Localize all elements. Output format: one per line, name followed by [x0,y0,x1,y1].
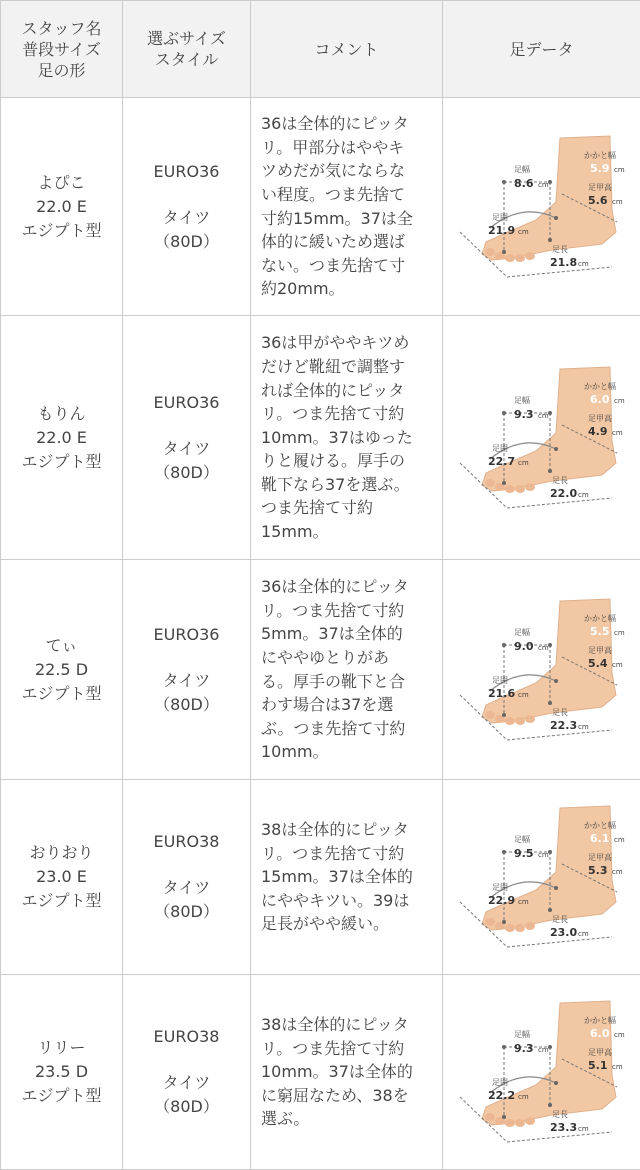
instep-height-unit: cm [611,868,623,876]
size-cell [123,316,251,560]
heel-width-unit: cm [613,1031,625,1039]
foot-length-unit: cm [577,930,589,938]
girth-label: 足囲 [491,883,508,892]
comment-line: つま先捨て寸約 [261,498,374,518]
girth-label: 足囲 [491,1078,508,1087]
comment-cell [251,98,443,316]
foot-length-value: 23.0 [549,926,577,939]
staff-foot-shape: エジプト型 [21,683,102,703]
staff-foot-shape: エジプト型 [21,891,102,910]
size-cell [123,975,251,1170]
staff-name: リリー [37,1038,86,1057]
heel-width-unit: cm [613,165,625,174]
comment-line: リ。つま先捨て寸約 [261,600,405,620]
foot-length-unit: cm [577,722,589,731]
instep-height-unit: cm [611,660,623,669]
foot-length-value: 22.3 [549,718,577,732]
header-row [1,1,640,98]
toe-shape [525,483,535,491]
girth-label: 足囲 [491,675,508,685]
chosen-size: EURO36 [153,624,220,644]
foot-width-label: 足幅 [513,1030,530,1039]
girth-unit: cm [517,898,529,906]
staff-name: よぴこ [37,172,86,192]
instep-height-value: 5.1 [587,1059,607,1072]
foot-width-value: 9.5 [513,847,533,860]
header-comment: コメント [251,1,443,98]
foot-width-label: 足幅 [513,395,530,405]
comment-line: ない。つま先捨て寸 [261,255,406,275]
guide-point [548,469,552,473]
heel-width-value: 6.0 [589,1027,609,1040]
foot-width-unit: cm [537,180,549,189]
toe-shape [515,717,525,725]
style-detail: （80D） [154,902,219,921]
comment-line: 38は全体的にピッタ [261,1015,409,1035]
toe-shape [485,479,495,487]
table-row [1,98,640,316]
heel-width-label: かかと幅 [583,821,616,830]
guide-point [502,1115,506,1119]
girth-unit: cm [517,458,529,467]
instep-height-unit: cm [611,428,623,437]
foot-length-label: 足長 [551,244,568,254]
guide-point [502,713,506,717]
guide-point [548,1103,552,1107]
instep-height-label: 足甲高 [587,1048,612,1057]
toe-shape [485,1113,495,1121]
comment-line: リ。つま先捨て寸約 [261,1038,405,1058]
table-row [1,316,640,560]
girth-unit: cm [517,1093,529,1101]
foot-width-unit: cm [537,411,549,420]
girth-unit: cm [517,690,529,699]
comment-line: い程度。つま先捨て [261,184,406,204]
staff-name: てぃ [45,635,78,655]
toe-shape [505,1119,515,1127]
instep-height-label: 足甲高 [587,645,612,655]
staff-cell [1,560,123,780]
foot-width-unit: cm [537,1046,549,1054]
foot-width-unit: cm [537,643,549,652]
table-row [1,560,640,780]
chosen-size: EURO36 [153,392,220,412]
comment-line: 38は全体的にピッタ [261,820,409,840]
comment-line: 5mm。37は全体的 [261,624,403,644]
comment-line: リ。甲部分はややキ [261,137,405,157]
comment-line: 靴下なら37を選ぶ。 [261,474,410,494]
comment-line: 15mm。37は全体的 [261,867,413,887]
staff-usual-size: 22.0 E [36,427,87,447]
foot-width-label: 足幅 [513,164,530,174]
instep-height-label: 足甲高 [587,182,612,192]
comment-line: る。厚手の靴下と合 [261,671,406,691]
toe-shape [525,1117,535,1125]
guide-point [502,481,506,485]
comment-cell [251,780,443,975]
style-label: タイツ [162,438,211,458]
guide-point [502,920,506,924]
heel-width-unit: cm [613,396,625,405]
staff-foot-shape: エジプト型 [21,220,102,240]
comment-line: わす場合は37を選 [261,695,394,715]
comment-line: にややキツい。39は [261,890,410,910]
comment-line: 約20mm。 [261,279,345,299]
guide-point [554,447,558,451]
foot-data-cell [443,316,640,560]
heel-width-value: 6.0 [589,392,609,406]
guide-point [548,701,552,705]
header-staff-line: 普段サイズ [22,39,101,59]
foot-width-label: 足幅 [513,627,530,637]
foot-illustration [452,363,632,513]
staff-cell [1,316,123,560]
staff-usual-size: 22.5 D [34,659,89,679]
guide-point [502,180,506,184]
heel-width-value: 5.9 [589,161,609,175]
foot-illustration [452,132,632,282]
foot-data-cell [443,98,640,316]
header-staff [1,1,123,98]
comment-line: 15mm。 [261,522,329,542]
style-label: タイツ [162,878,211,897]
toe-shape [485,248,495,256]
toe-shape [505,924,515,932]
comment-line: れば全体的にピッタ [261,380,405,400]
girth-value: 22.2 [487,1089,515,1102]
guide-point [554,216,558,220]
foot-length-label: 足長 [551,475,568,485]
instep-height-value: 5.4 [587,656,607,670]
foot-width-value: 9.3 [513,1042,533,1055]
style-label: タイツ [162,207,211,227]
instep-height-unit: cm [611,1063,623,1071]
toe-shape [515,485,525,493]
foot-illustration [452,997,632,1147]
comment-line: リ。つま先捨て寸約 [261,404,405,424]
comment-line: 36は甲がややキツめ [261,333,410,353]
comment-line: 足長がやや緩い。 [261,914,390,934]
guide-point [502,250,506,254]
comment-line: だけど靴紐で調整す [261,356,406,376]
foot-data-cell [443,560,640,780]
staff-name: もりん [37,403,86,423]
foot-illustration [452,595,632,745]
comment-line: 選ぶ。 [261,1109,310,1129]
header-size-line: 選ぶサイズ [147,29,226,48]
header-size-line: スタイル [154,50,219,69]
foot-length-label: 足長 [551,1110,568,1119]
chosen-size: EURO36 [153,161,220,181]
guide-point [548,908,552,912]
toe-shape [505,717,515,725]
girth-label: 足囲 [491,443,508,453]
girth-value: 21.9 [487,223,515,237]
comment-line: にややゆとりがあ [261,647,390,667]
comment-cell [251,560,443,780]
comment-line: 10mm。37は全体的 [261,1062,413,1082]
guide-point [502,850,506,854]
toe-shape [525,922,535,930]
staff-name: おりおり [29,843,94,862]
girth-value: 21.6 [487,686,515,700]
foot-length-value: 21.8 [549,255,577,269]
staff-usual-size: 22.0 E [36,196,87,216]
size-cell [123,560,251,780]
foot-width-label: 足幅 [513,835,530,844]
size-cell [123,98,251,316]
foot-illustration [452,802,632,952]
staff-cell [1,98,123,316]
foot-length-unit: cm [577,259,589,268]
instep-height-label: 足甲高 [587,413,612,423]
header-staff-line: スタッフ名 [21,18,102,38]
comment-line: ツめだが気にならな [261,161,406,181]
girth-value: 22.7 [487,454,515,468]
comment-line: りと履ける。厚手の [261,451,406,471]
style-detail: （80D） [154,694,219,714]
instep-height-label: 足甲高 [587,853,612,862]
toe-shape [505,485,515,493]
guide-point [502,643,506,647]
chosen-size: EURO38 [153,1027,220,1046]
style-label: タイツ [162,1073,211,1092]
staff-usual-size: 23.5 D [34,1062,89,1081]
toe-shape [525,715,535,723]
header-size [123,1,251,98]
instep-height-unit: cm [611,197,623,206]
comment-line: に窮屈なため、38を [261,1085,409,1105]
style-label: タイツ [162,670,211,690]
toe-shape [505,254,515,262]
comment-line: 10mm。 [261,742,329,762]
heel-width-unit: cm [613,628,625,637]
staff-cell [1,780,123,975]
girth-label: 足囲 [491,212,508,222]
foot-length-value: 23.3 [549,1121,577,1134]
style-detail: （80D） [154,231,219,251]
toe-shape [515,924,525,932]
foot-width-value: 8.6 [513,176,533,190]
foot-width-unit: cm [537,851,549,859]
foot-length-unit: cm [577,1125,589,1133]
foot-length-label: 足長 [551,915,568,924]
staff-foot-shape: エジプト型 [21,1086,102,1105]
guide-point [502,1045,506,1049]
comment-line: リ。つま先捨て寸約 [261,843,405,863]
chosen-size: EURO38 [153,832,220,851]
style-detail: （80D） [154,1097,219,1116]
heel-width-value: 5.5 [589,624,609,638]
header-foot-data: 足データ [443,1,640,98]
instep-height-value: 4.9 [587,424,607,438]
foot-data-cell [443,780,640,975]
heel-width-label: かかと幅 [583,613,616,623]
comment-line: 体的に緩いため選ば [261,232,406,252]
foot-width-value: 9.3 [513,407,533,421]
guide-point [502,411,506,415]
heel-width-label: かかと幅 [583,381,616,391]
table-row [1,780,640,975]
toe-shape [525,252,535,260]
comment-line: 36は全体的にピッタ [261,577,409,597]
staff-foot-shape: エジプト型 [21,451,102,471]
guide-point [548,238,552,242]
heel-width-label: かかと幅 [583,1016,616,1025]
instep-height-value: 5.6 [587,193,607,207]
foot-length-label: 足長 [551,707,568,717]
comment-cell [251,316,443,560]
heel-width-label: かかと幅 [583,150,616,160]
style-detail: （80D） [154,462,219,482]
girth-value: 22.9 [487,894,515,907]
foot-data-cell [443,975,640,1170]
guide-point [554,886,558,890]
staff-usual-size: 23.0 E [36,867,87,886]
comment-line: 寸約15mm。37は全 [261,208,413,228]
table-row [1,975,640,1170]
header-staff-line: 足の形 [37,60,86,80]
heel-width-value: 6.1 [589,832,609,845]
instep-height-value: 5.3 [587,864,607,877]
toe-shape [485,918,495,926]
guide-point [554,1081,558,1085]
guide-point [554,679,558,683]
foot-width-value: 9.0 [513,639,533,653]
toe-shape [515,254,525,262]
foot-length-value: 22.0 [549,486,577,500]
heel-width-unit: cm [613,836,625,844]
comment-line: ぶ。つま先捨て寸約 [261,718,406,738]
comment-line: 10mm。37はゆった [261,427,413,447]
comment-cell [251,975,443,1170]
comment-line: 36は全体的にピッタ [261,114,409,134]
staff-cell [1,975,123,1170]
foot-length-unit: cm [577,490,589,499]
toe-shape [485,711,495,719]
toe-shape [515,1119,525,1127]
size-cell [123,780,251,975]
girth-unit: cm [517,227,529,236]
